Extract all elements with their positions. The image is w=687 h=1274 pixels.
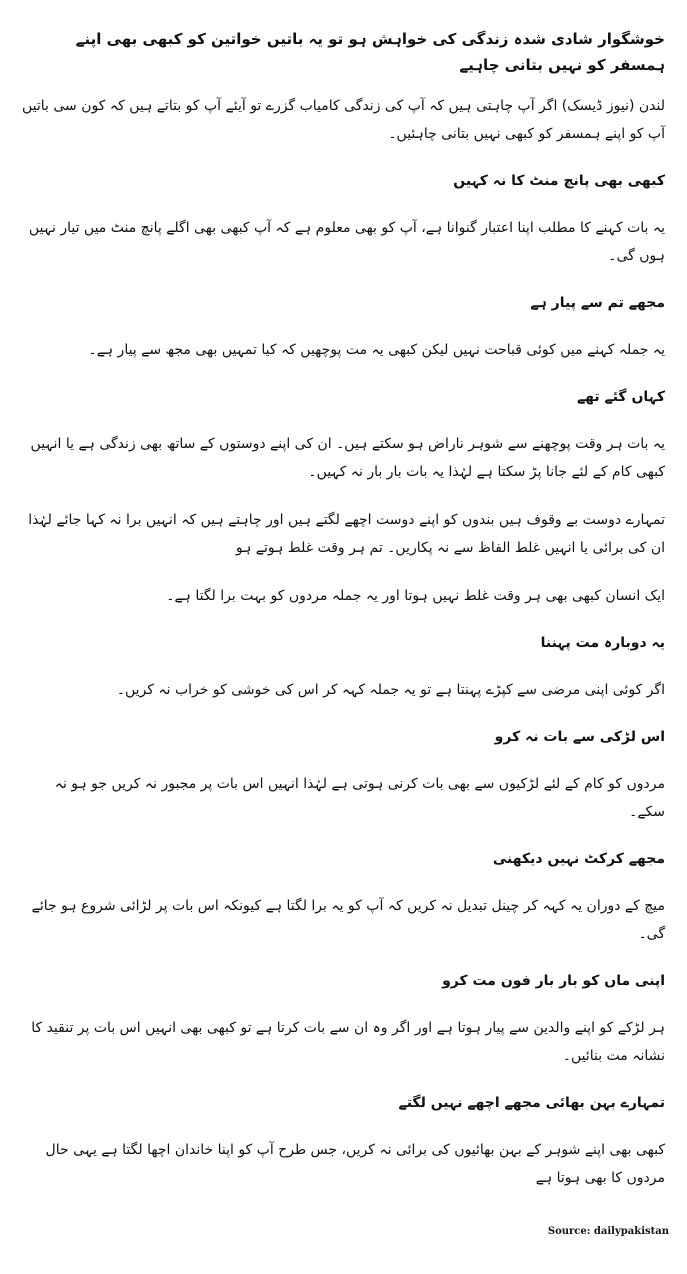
section-heading: یہ دوبارہ مت پہننا xyxy=(540,635,665,651)
section-body: ایک انسان کبھی بھی ہر وقت غلط نہیں ہوتا اور یہ جملہ مردوں کو بہت برا لگتا ہے۔ xyxy=(166,588,665,604)
source-credit: Source: dailypakistan xyxy=(547,1226,669,1237)
article-title: خوشگوار شادی شدہ زندگی کی خواہش ہو تو یہ باتیں خواتین کو کبھی بھی اپنے ہمسفر کو نہیں بتانی چاہیے xyxy=(75,30,665,74)
section-body: تمہارے دوست بے وقوف ہیں بندوں کو اپنے دوست اچھے لگتے ہیں اور چاہتے ہیں کہ انہیں برا نہ کہا جائے لہٰذا ان کی برائی یا انہیں غلط الفاظ سے نہ پکاریں۔ تم ہر وقت غلط ہوتے ہو xyxy=(28,512,665,556)
section-body: یہ جملہ کہنے میں کوئی قباحت نہیں لیکن کبھی یہ مت پوچھیں کہ کیا تمہیں بھی مجھ سے پیار ہے۔ xyxy=(88,342,665,358)
section-body: کبھی بھی اپنے شوہر کے بہن بھائیوں کی برائی نہ کریں، جس طرح آپ کو اپنا خاندان اچھا لگتا ہے یہی حال مردوں کا بھی ہوتا ہے xyxy=(45,1142,665,1186)
intro-paragraph: لندن (نیوز ڈیسک) اگر آپ چاہتی ہیں کہ آپ کی زندگی کامیاب گزرے تو آیئے آپ کو بتاتے ہیں کہ کون سی باتیں آپ کو اپنے ہمسفر کو کبھی نہیں بتانی چاہئیں۔ xyxy=(22,98,665,142)
section-heading: مجھے تم سے پیار ہے xyxy=(530,295,665,311)
section-body: میچ کے دوران یہ کہہ کر چینل تبدیل نہ کریں کہ آپ کو یہ برا لگتا ہے کیونکہ اس بات پر لڑائی شروع ہو جائے گی۔ xyxy=(31,898,665,942)
section-heading: مجھے کرکٹ نہیں دیکھنی xyxy=(492,851,665,867)
section-heading: اپنی ماں کو بار بار فون مت کرو xyxy=(442,973,665,989)
section-body: اگر کوئی اپنی مرضی سے کپڑے پہنتا ہے تو یہ جملہ کہہ کر اس کی خوشی کو خراب نہ کریں۔ xyxy=(116,682,665,698)
section-body: یہ بات ہر وقت پوچھنے سے شوہر ناراض ہو سکتے ہیں۔ ان کی اپنے دوستوں کے ساتھ بھی زندگی ہے یا انہیں کبھی کام کے لئے جانا پڑ سکتا ہے لہٰذا یہ بات بار بار نہ کہیں۔ xyxy=(30,436,665,480)
section-heading: تمہارے بہن بھائی مجھے اچھے نہیں لگتے xyxy=(398,1095,665,1111)
section-body: ہر لڑکے کو اپنے والدین سے پیار ہوتا ہے اور اگر وہ ان سے بات کرتا ہے تو کبھی بھی انہیں اس بات پر تنقید کا نشانہ مت بنائیں۔ xyxy=(31,1020,665,1064)
section-heading: کبھی بھی پانچ منٹ کا نہ کہیں xyxy=(453,173,665,189)
section-body: مردوں کو کام کے لئے لڑکیوں سے بھی بات کرنی ہوتی ہے لہٰذا انہیں اس بات پر مجبور نہ کریں جو ہو نہ سکے۔ xyxy=(54,776,665,820)
section-body: یہ بات کہنے کا مطلب اپنا اعتبار گنوانا ہے، آپ کو بھی معلوم ہے کہ آپ کبھی بھی اگلے پانچ منٹ میں تیار نہیں ہوں گی۔ xyxy=(28,220,665,264)
section-heading: کہاں گئے تھے xyxy=(576,389,665,405)
section-heading: اس لڑکی سے بات نہ کرو xyxy=(494,729,665,745)
